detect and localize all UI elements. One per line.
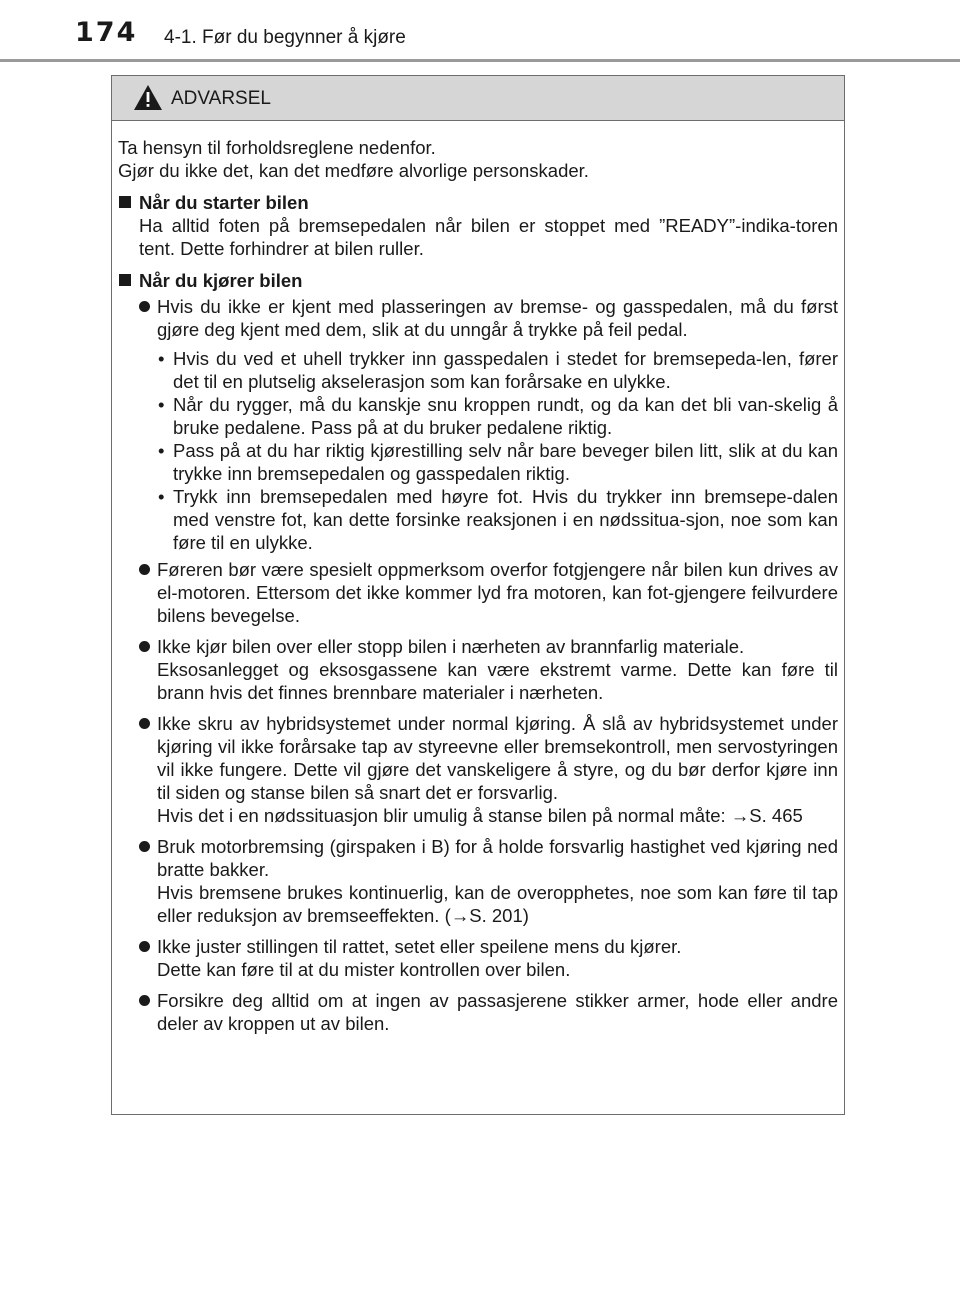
section-text: Ha alltid foten på bremsepedalen når bilen er stoppet med ”READY”-indika-toren tent. Dette forhindrer at bilen ruller.: [139, 215, 838, 259]
round-bullet-icon: [139, 718, 150, 729]
warning-body: [118, 136, 838, 1043]
dot-bullet-icon: •: [158, 394, 165, 415]
warning-header: [112, 76, 844, 121]
round-bullet-icon: [139, 941, 150, 952]
sub-list-item: • Trykk inn bremsepedalen med høyre fot. Hvis du trykker inn bremsepe-dalen med venstre fot, kan dette forsinke reaksjonen i en nødssitua-sjon, noe som kan føre til en ulykke.: [158, 486, 838, 553]
list-item: Føreren bør være spesielt oppmerksom overfor fotgjengere når bilen kun drives av el-motoren. Ettersom det ikke kommer lyd fra motoren, kan fot-gjengere feilvurdere bilens bevegelse.: [118, 558, 838, 627]
warning-label: ADVARSEL: [171, 88, 271, 109]
round-bullet-icon: [139, 301, 150, 312]
section-heading: Når du starter bilen: [118, 191, 838, 214]
round-bullet-icon: [139, 995, 150, 1006]
list-item: Ikke skru av hybridsystemet under normal kjøring. Å slå av hybridsystemet under kjøring vil ikke forårsake tap av styreevne eller bremsekontroll, men servostyringen vil ikke fungere. Dette vil gjøre det vanskeligere å styre, og du bør derfor kjøre inn til siden og stanse bilen så snart det er forsvarlig. Hvis det i en nødssituasjon blir umulig å stanse bilen på normal måte: →S. 465: [118, 712, 838, 827]
intro-line: Gjør du ikke det, kan det medføre alvorlige personskader.: [118, 160, 589, 181]
page-header: [0, 0, 960, 60]
square-bullet-icon: [119, 196, 131, 208]
section-heading: Når du kjører bilen: [118, 269, 838, 292]
sub-list-item: • Når du rygger, må du kanskje snu kroppen rundt, og da kan det bli van-skelig å bruke pedalene. Pass på at du bruker pedalene riktig.: [158, 394, 838, 438]
round-bullet-icon: [139, 564, 150, 575]
page-number: 174: [75, 17, 138, 48]
warning-box: [111, 75, 845, 1115]
section-title: 4-1. Før du begynner å kjøre: [164, 27, 406, 48]
list-item: Forsikre deg alltid om at ingen av passasjerene stikker armer, hode eller andre deler av kroppen ut av bilen.: [118, 989, 838, 1035]
list-item: Ikke kjør bilen over eller stopp bilen i nærheten av brannfarlig materiale. Eksosanlegget og eksosgassene kan være ekstremt varme. Dette kan føre til brann hvis det finnes brennbare materialer i nærheten.: [118, 635, 838, 704]
square-bullet-icon: [119, 274, 131, 286]
dot-bullet-icon: •: [158, 486, 165, 507]
list-item: Hvis du ikke er kjent med plasseringen av bremse- og gasspedalen, må du først gjøre deg kjent med dem, slik at du unngår å trykke på feil pedal.: [118, 295, 838, 341]
sub-list-item: • Hvis du ved et uhell trykker inn gasspedalen i stedet for bremsepeda-len, fører det til en plutselig akselerasjon som kan forårsake en ulykke.: [158, 348, 838, 392]
warning-triangle-icon: [133, 84, 163, 111]
list-item: Ikke juster stillingen til rattet, setet eller speilene mens du kjører. Dette kan føre til at du mister kontrollen over bilen.: [118, 935, 838, 981]
sub-list-item: • Pass på at du har riktig kjørestilling selv når bare beveger bilen litt, slik at du kan trykke inn bremsepedalen og gasspedalen riktig.: [158, 440, 838, 484]
round-bullet-icon: [139, 641, 150, 652]
header-divider: [0, 59, 960, 62]
dot-bullet-icon: •: [158, 440, 165, 461]
warning-intro: [118, 136, 838, 182]
sub-list: [118, 347, 838, 554]
intro-line: Ta hensyn til forholdsreglene nedenfor.: [118, 137, 436, 158]
dot-bullet-icon: •: [158, 348, 165, 369]
list-item: Bruk motorbremsing (girspaken i B) for å holde forsvarlig hastighet ved kjøring ned bratte bakker. Hvis bremsene brukes kontinuerlig, kan de overopphetes, noe som kan føre til tap eller reduksjon av bremseeffekten. (→S. 201): [118, 835, 838, 927]
round-bullet-icon: [139, 841, 150, 852]
